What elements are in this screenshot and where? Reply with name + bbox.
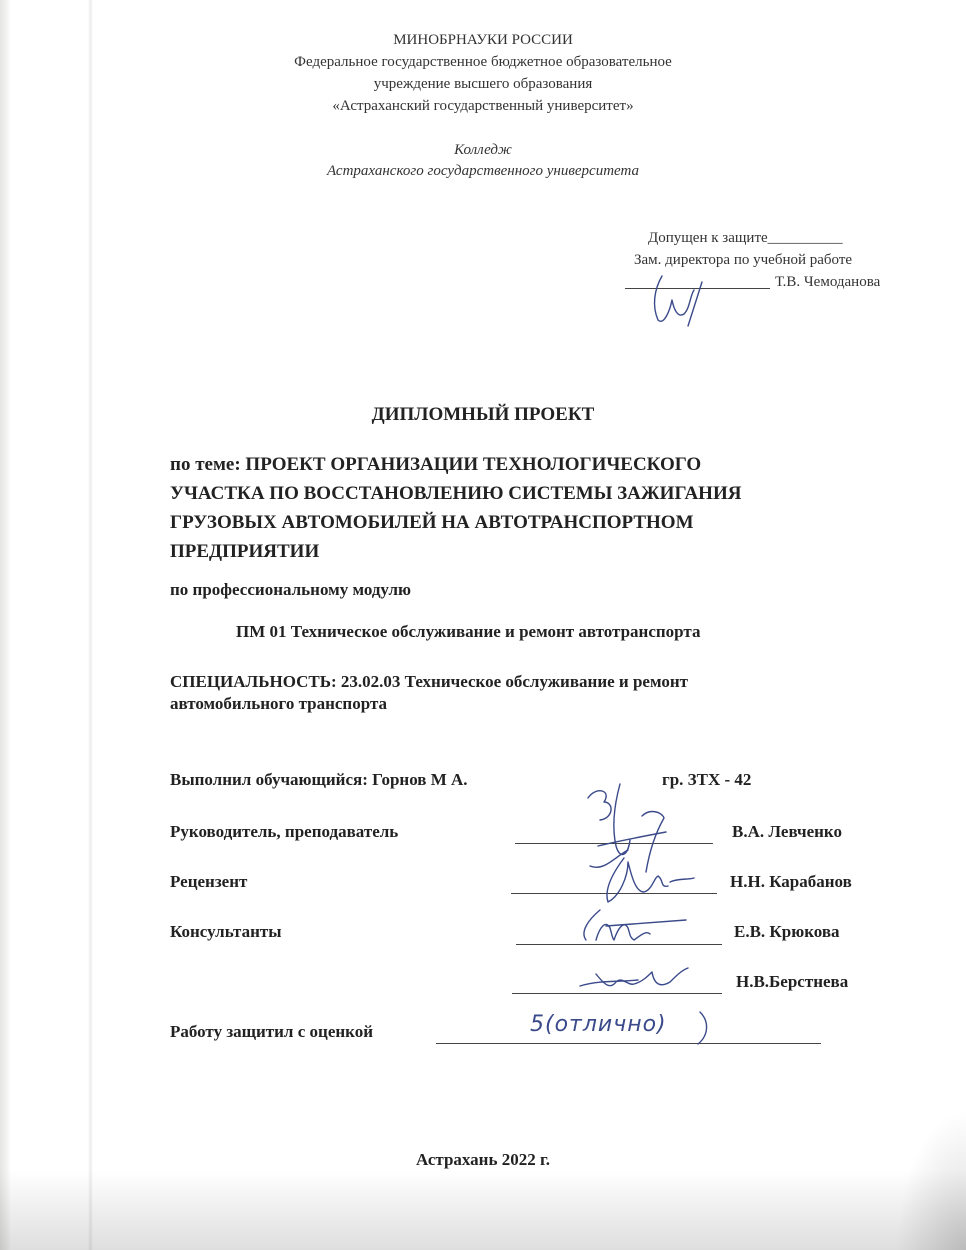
specialty-line-2: автомобильного транспорта — [170, 694, 388, 713]
consultant2-name: Н.В.Берстнева — [736, 972, 849, 991]
ministry-name: МИНОБРНАУКИ РОССИИ — [393, 32, 573, 48]
consultants-label: Консультанты — [170, 922, 282, 941]
student-label: Выполнил обучающийся: Горнов М А. — [170, 770, 468, 789]
topic-line-2: УЧАСТКА ПО ВОССТАНОВЛЕНИЮ СИСТЕМЫ ЗАЖИГАНИЯ — [170, 483, 742, 504]
module-name: ПМ 01 Техническое обслуживание и ремонт автотранспорта — [236, 622, 701, 641]
grade-bracket — [694, 1008, 718, 1048]
topic-line-4: ПРЕДПРИЯТИИ — [170, 541, 320, 562]
topic-line-3: ГРУЗОВЫХ АВТОМОБИЛЕЙ НА АВТОТРАНСПОРТНОМ — [170, 512, 694, 533]
grade-handwritten: 5(отлично) — [530, 1012, 667, 1037]
scan-left-edge — [0, 0, 10, 1250]
institution-line-2: учреждение высшего образования — [373, 76, 593, 92]
approval-signature — [640, 266, 720, 330]
consultant1-signature — [576, 904, 706, 950]
reviewer-signature — [594, 852, 704, 908]
specialty-line-1: СПЕЦИАЛЬНОСТЬ: 23.02.03 Техническое обслуживание и ремонт — [170, 672, 688, 691]
document-type: ДИПЛОМНЫЙ ПРОЕКТ — [371, 404, 595, 425]
institution-line-3: «Астраханский государственный университет» — [332, 98, 634, 114]
deputy-director-name: Т.В. Чемоданова — [775, 274, 881, 290]
supervisor-name: В.А. Левченко — [732, 822, 842, 841]
grade-line — [436, 1043, 821, 1044]
place-year: Астрахань 2022 г. — [415, 1150, 551, 1169]
module-label: по профессиональному модулю — [170, 580, 412, 599]
admitted-to-defense: Допущен к защите__________ — [648, 230, 843, 246]
college-line-1: Колледж — [454, 142, 512, 158]
topic-line-1: по теме: ПРОЕКТ ОРГАНИЗАЦИИ ТЕХНОЛОГИЧЕСКОГО — [170, 454, 702, 475]
college-line-2: Астраханского государственного университета — [326, 163, 640, 179]
institution-line-1: Федеральное государственное бюджетное образовательное — [294, 54, 672, 70]
student-group: гр. ЗТХ - 42 — [662, 770, 752, 789]
reviewer-name: Н.Н. Карабанов — [730, 872, 852, 891]
deputy-director-role: Зам. директора по учебной работе — [634, 252, 853, 268]
consultant2-signature — [570, 962, 710, 1002]
supervisor-label: Руководитель, преподаватель — [170, 822, 399, 841]
grade-label: Работу защитил с оценкой — [170, 1022, 374, 1041]
scan-corner-shadow — [896, 1110, 966, 1250]
consultant1-name: Е.В. Крюкова — [734, 922, 840, 941]
scan-bottom-shadow — [0, 1170, 966, 1250]
reviewer-label: Рецензент — [170, 872, 248, 891]
scan-fold-shadow — [88, 0, 93, 1250]
